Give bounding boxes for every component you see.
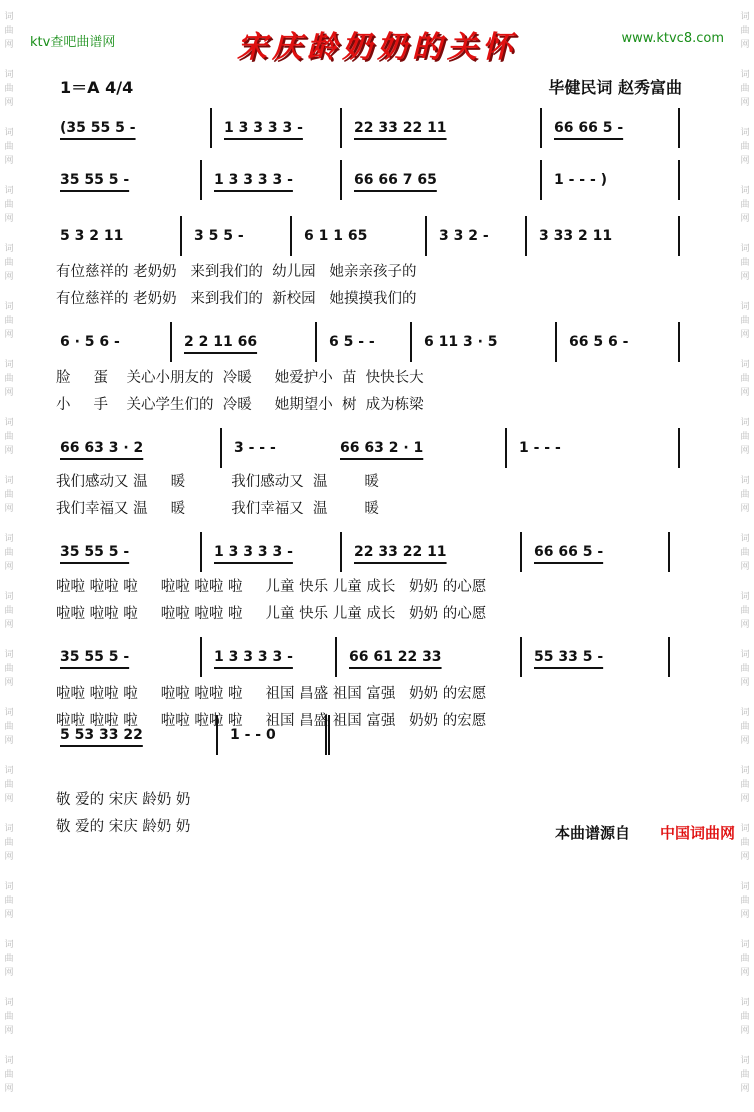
- measure: 66 66 5 -: [520, 532, 670, 572]
- watermark-char: 词: [4, 940, 14, 950]
- lyric-line: 我们感动又 温 暖 我们感动又 温 暖: [56, 474, 379, 490]
- watermark-char: 曲: [740, 1070, 750, 1080]
- watermark-char: 词: [740, 360, 750, 370]
- watermark-char: 词: [740, 12, 750, 22]
- measure: (35 55 5 -: [60, 120, 136, 136]
- watermark-char: 词: [4, 360, 14, 370]
- measure: 22 33 22 11: [340, 108, 540, 148]
- watermark-char: 曲: [740, 258, 750, 268]
- watermark-char: 词: [740, 70, 750, 80]
- watermark-char: 网: [4, 678, 14, 688]
- watermark-char: 曲: [4, 26, 14, 36]
- watermark-char: 网: [4, 852, 14, 862]
- measure: 5 53 33 22: [60, 727, 143, 743]
- watermark-char: 曲: [4, 432, 14, 442]
- measure: 66 63 2 · 1: [340, 440, 424, 456]
- watermark-char: 曲: [4, 722, 14, 732]
- watermark-char: 词: [740, 708, 750, 718]
- watermark-char: 曲: [740, 606, 750, 616]
- site-link-right[interactable]: www.ktvc8.com: [621, 31, 724, 46]
- watermark-char: 网: [4, 1026, 14, 1036]
- watermark-char: 曲: [740, 954, 750, 964]
- watermark-char: 曲: [740, 142, 750, 152]
- watermark-gap: [2, 864, 16, 880]
- watermark-char: 网: [740, 794, 750, 804]
- credits: 毕健民词 赵秀富曲: [548, 78, 682, 97]
- watermark-char: 网: [740, 504, 750, 514]
- watermark-char: 词: [4, 244, 14, 254]
- measure: 5 3 2 11: [60, 228, 124, 244]
- watermark-char: 曲: [740, 316, 750, 326]
- measure: 6 5 - -: [315, 322, 410, 362]
- watermark-gap: [2, 1038, 16, 1054]
- watermark-char: 网: [740, 98, 750, 108]
- watermark-char: 词: [4, 592, 14, 602]
- lyric-line: 啦啦 啦啦 啦 啦啦 啦啦 啦 祖国 昌盛 祖国 富强 奶奶 的宏愿: [56, 713, 487, 729]
- measure: 6 1 1 65: [290, 216, 425, 256]
- watermark-char: 词: [740, 302, 750, 312]
- measure: 6 11 3 · 5: [410, 322, 555, 362]
- watermark-char: 曲: [740, 84, 750, 94]
- watermark-char: 词: [740, 418, 750, 428]
- notation-row-7: [0, 637, 754, 677]
- watermark-char: 词: [740, 592, 750, 602]
- watermark-char: 词: [4, 650, 14, 660]
- watermark-char: 词: [4, 476, 14, 486]
- watermark-char: 曲: [4, 490, 14, 500]
- watermark-gap: [738, 806, 752, 822]
- watermark-char: 曲: [740, 722, 750, 732]
- lyric-line: 啦啦 啦啦 啦 啦啦 啦啦 啦 儿童 快乐 儿童 成长 奶奶 的心愿: [56, 606, 487, 622]
- measure: 6 · 5 6 -: [60, 334, 120, 350]
- measure: 35 55 5 -: [60, 649, 130, 665]
- watermark-char: 词: [4, 824, 14, 834]
- measure: 35 55 5 -: [60, 544, 130, 560]
- watermark-char: 曲: [4, 1012, 14, 1022]
- watermark-char: 网: [740, 736, 750, 746]
- watermark-gap: [738, 864, 752, 880]
- watermark-char: 词: [740, 940, 750, 950]
- watermark-char: 词: [740, 882, 750, 892]
- watermark-char: 网: [4, 968, 14, 978]
- watermark-char: 网: [4, 446, 14, 456]
- watermark-gap: [2, 400, 16, 416]
- watermark-char: 网: [740, 40, 750, 50]
- watermark-char: 网: [4, 1084, 14, 1094]
- watermark-char: 网: [740, 1026, 750, 1036]
- watermark-char: 曲: [740, 780, 750, 790]
- watermark-gap: [738, 1096, 752, 1112]
- watermark-char: 网: [740, 330, 750, 340]
- watermark-char: 词: [4, 418, 14, 428]
- watermark-gap: [2, 1096, 16, 1112]
- watermark-char: 网: [4, 910, 14, 920]
- watermark-char: 曲: [740, 432, 750, 442]
- watermark-char: 网: [740, 388, 750, 398]
- watermark-char: 曲: [4, 1070, 14, 1080]
- watermark-gap: [2, 806, 16, 822]
- watermark-char: 词: [740, 128, 750, 138]
- measure: 1 - - 0: [216, 715, 330, 755]
- watermark-char: 曲: [4, 258, 14, 268]
- watermark-char: 词: [4, 766, 14, 776]
- watermark-char: 词: [4, 998, 14, 1008]
- song-title: 宋庆龄奶奶的关怀: [237, 30, 517, 65]
- watermark-char: 曲: [4, 200, 14, 210]
- watermark-char: 曲: [4, 374, 14, 384]
- watermark-char: 词: [740, 244, 750, 254]
- watermark-gap: [2, 922, 16, 938]
- watermark-char: 词: [4, 708, 14, 718]
- source-label: 本曲谱源自: [555, 824, 631, 842]
- lyric-line: 啦啦 啦啦 啦 啦啦 啦啦 啦 祖国 昌盛 祖国 富强 奶奶 的宏愿: [56, 686, 487, 702]
- watermark-char: 网: [740, 678, 750, 688]
- watermark-gap: [738, 574, 752, 590]
- watermark-char: 网: [740, 562, 750, 572]
- watermark-char: 网: [740, 968, 750, 978]
- watermark-char: 曲: [4, 780, 14, 790]
- watermark-char: 词: [4, 1056, 14, 1066]
- watermark-gap: [738, 690, 752, 706]
- measure: 66 63 3 · 2: [60, 440, 144, 456]
- measure: 1 3 3 3 3 -: [200, 637, 335, 677]
- measure: 3 5 5 -: [180, 216, 290, 256]
- watermark-char: 曲: [4, 606, 14, 616]
- watermark-char: 网: [4, 98, 14, 108]
- watermark-char: 词: [4, 882, 14, 892]
- watermark-char: 曲: [4, 84, 14, 94]
- watermark-char: 网: [740, 272, 750, 282]
- watermark-char: 曲: [740, 896, 750, 906]
- lyric-line: 小 手 关心学生们的 冷暖 她期望小 树 成为栋梁: [56, 397, 424, 413]
- lyric-line: 有位慈祥的 老奶奶 来到我们的 新校园 她摸摸我们的: [56, 291, 417, 307]
- watermark-char: 网: [740, 446, 750, 456]
- watermark-gap: [738, 284, 752, 300]
- source-link[interactable]: 中国词曲网: [660, 824, 736, 842]
- watermark-char: 曲: [740, 26, 750, 36]
- watermark-gap: [2, 516, 16, 532]
- lyric-line: 我们幸福又 温 暖 我们幸福又 温 暖: [56, 501, 379, 517]
- watermark-char: 网: [4, 388, 14, 398]
- watermark-char: 词: [4, 70, 14, 80]
- watermark-char: 网: [4, 214, 14, 224]
- watermark-gap: [738, 400, 752, 416]
- watermark-char: 网: [740, 1084, 750, 1094]
- watermark-char: 曲: [4, 954, 14, 964]
- notation-row-8: [0, 715, 754, 755]
- measure: 1 3 3 3 3 -: [200, 160, 340, 200]
- watermark-char: 网: [4, 736, 14, 746]
- watermark-char: 词: [740, 476, 750, 486]
- measure: 35 55 5 -: [60, 172, 130, 188]
- watermark-char: 网: [740, 852, 750, 862]
- watermark-char: 曲: [740, 490, 750, 500]
- measure: 1 3 3 3 3 -: [210, 108, 340, 148]
- watermark-gap: [2, 574, 16, 590]
- measure: 66 66 5 -: [540, 108, 680, 148]
- watermark-char: 网: [4, 562, 14, 572]
- watermark-gap: [738, 980, 752, 996]
- watermark-char: 词: [740, 650, 750, 660]
- measure: 22 33 22 11: [340, 532, 520, 572]
- measure: 1 3 3 3 3 -: [200, 532, 340, 572]
- measure: 1 - - - ): [540, 160, 680, 200]
- notation-row-5: [0, 428, 754, 468]
- watermark-char: 网: [4, 330, 14, 340]
- watermark-char: 词: [740, 534, 750, 544]
- watermark-char: 词: [4, 302, 14, 312]
- lyric-line: 啦啦 啦啦 啦 啦啦 啦啦 啦 儿童 快乐 儿童 成长 奶奶 的心愿: [56, 579, 487, 595]
- watermark-gap: [2, 284, 16, 300]
- measure: 3 3 2 -: [425, 216, 525, 256]
- notation-row-3: [0, 216, 754, 256]
- watermark-char: 网: [4, 794, 14, 804]
- measure: 3 33 2 11: [525, 216, 680, 256]
- watermark-gap: [738, 922, 752, 938]
- watermark-char: 曲: [740, 548, 750, 558]
- notation-row-1: [0, 108, 754, 148]
- measure: 66 66 7 65: [340, 160, 540, 200]
- watermark-char: 词: [740, 998, 750, 1008]
- watermark-char: 曲: [4, 142, 14, 152]
- notation-row-2: [0, 160, 754, 200]
- watermark-char: 词: [740, 186, 750, 196]
- watermark-char: 词: [740, 1056, 750, 1066]
- watermark-char: 词: [740, 824, 750, 834]
- lyric-line: 有位慈祥的 老奶奶 来到我们的 幼儿园 她亲亲孩子的: [56, 264, 417, 280]
- lyric-line: 敬 爱的 宋庆 龄奶 奶: [56, 792, 191, 808]
- lyric-line: 敬 爱的 宋庆 龄奶 奶: [56, 819, 191, 835]
- measure: 66 61 22 33: [335, 637, 520, 677]
- watermark-char: 曲: [740, 200, 750, 210]
- watermark-gap: [738, 516, 752, 532]
- watermark-char: 网: [4, 272, 14, 282]
- watermark-char: 网: [740, 620, 750, 630]
- watermark-char: 词: [4, 12, 14, 22]
- watermark-char: 词: [740, 766, 750, 776]
- watermark-char: 网: [4, 156, 14, 166]
- watermark-gap: [2, 980, 16, 996]
- watermark-gap: [738, 1038, 752, 1054]
- measure: 66 5 6 -: [555, 322, 680, 362]
- watermark-char: 曲: [4, 548, 14, 558]
- watermark-char: 网: [4, 40, 14, 50]
- watermark-char: 曲: [4, 838, 14, 848]
- key-signature: 1＝A 4/4: [60, 78, 134, 97]
- watermark-char: 曲: [4, 316, 14, 326]
- watermark-char: 网: [4, 620, 14, 630]
- measure: 3 - - -: [220, 428, 330, 468]
- watermark-char: 词: [4, 186, 14, 196]
- watermark-char: 词: [4, 534, 14, 544]
- notation-row-4: [0, 322, 754, 362]
- watermark-char: 网: [740, 214, 750, 224]
- watermark-gap: [2, 690, 16, 706]
- watermark-char: 曲: [4, 896, 14, 906]
- watermark-char: 网: [740, 156, 750, 166]
- watermark-char: 网: [740, 910, 750, 920]
- notation-row-6: [0, 532, 754, 572]
- watermark-char: 曲: [740, 664, 750, 674]
- watermark-char: 曲: [740, 838, 750, 848]
- measure: 1 - - -: [505, 428, 680, 468]
- watermark-char: 词: [4, 128, 14, 138]
- lyric-line: 脸 蛋 关心小朋友的 冷暖 她爱护小 苗 快快长大: [56, 370, 424, 386]
- site-link-left[interactable]: ktv查吧曲谱网: [30, 35, 116, 50]
- watermark-char: 网: [4, 504, 14, 514]
- watermark-char: 曲: [4, 664, 14, 674]
- measure: 55 33 5 -: [520, 637, 670, 677]
- watermark-char: 曲: [740, 1012, 750, 1022]
- watermark-char: 曲: [740, 374, 750, 384]
- measure: 2 2 11 66: [170, 322, 315, 362]
